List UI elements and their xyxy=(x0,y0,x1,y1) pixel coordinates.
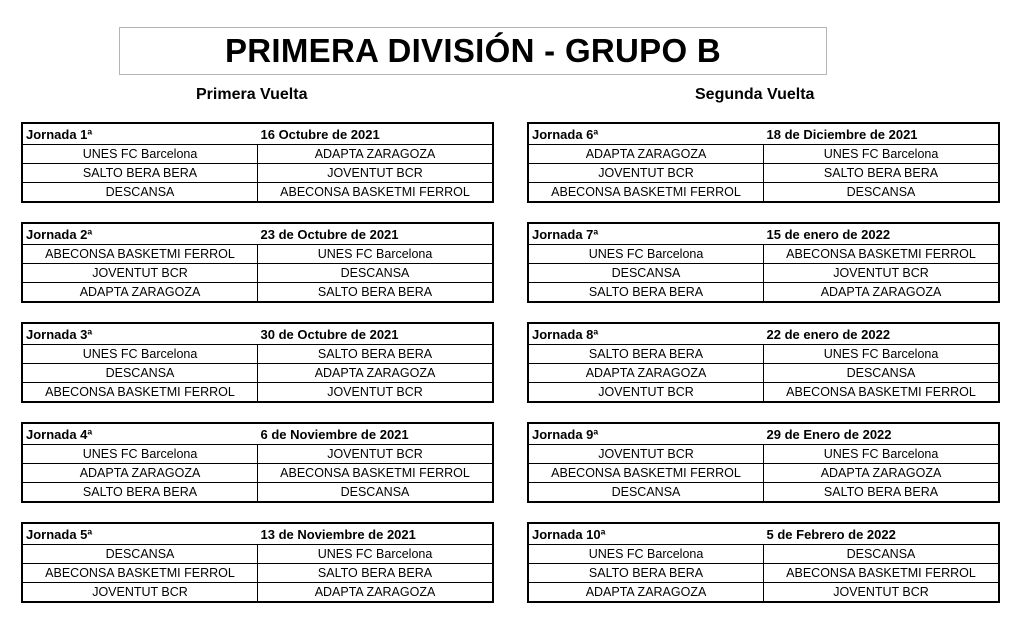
match-row xyxy=(529,444,998,463)
round-header xyxy=(529,424,998,444)
away-team: DESCANSA xyxy=(763,364,998,382)
round-header xyxy=(529,524,998,544)
away-team: SALTO BERA BERA xyxy=(763,483,998,501)
second-leg-column xyxy=(527,122,1000,622)
round-label: Jornada 6ª xyxy=(532,126,599,142)
home-team: SALTO BERA BERA xyxy=(82,485,198,499)
round-label: Jornada 5ª xyxy=(26,526,93,542)
home-team: JOVENTUT BCR xyxy=(92,266,188,280)
away-team: ADAPTA ZARAGOZA xyxy=(763,283,998,301)
round-date: 29 de Enero de 2022 xyxy=(766,426,892,442)
home-team: UNES FC Barcelona xyxy=(82,347,198,361)
match-row xyxy=(529,244,998,263)
round-table xyxy=(527,122,1000,203)
round-label: Jornada 7ª xyxy=(532,226,599,242)
match-row xyxy=(23,482,492,501)
match-row xyxy=(23,344,492,363)
away-team: ABECONSA BASKETMI FERROL xyxy=(257,464,492,482)
match-row xyxy=(529,363,998,382)
round-header xyxy=(529,324,998,344)
round-label: Jornada 3ª xyxy=(26,326,93,342)
home-team: ADAPTA ZARAGOZA xyxy=(585,147,707,161)
round-table xyxy=(527,222,1000,303)
away-team: DESCANSA xyxy=(763,545,998,563)
away-team: UNES FC Barcelona xyxy=(763,345,998,363)
round-label: Jornada 4ª xyxy=(26,426,93,442)
away-team: SALTO BERA BERA xyxy=(257,564,492,582)
away-team: JOVENTUT BCR xyxy=(257,445,492,463)
match-row xyxy=(23,382,492,401)
match-row xyxy=(529,463,998,482)
away-team: UNES FC Barcelona xyxy=(763,445,998,463)
home-team: DESCANSA xyxy=(105,185,175,199)
away-team: ADAPTA ZARAGOZA xyxy=(257,145,492,163)
round-label: Jornada 1ª xyxy=(26,126,93,142)
round-table xyxy=(527,422,1000,503)
first-leg-column xyxy=(21,122,494,622)
away-team: ADAPTA ZARAGOZA xyxy=(257,364,492,382)
match-row xyxy=(529,282,998,301)
round-label: Jornada 2ª xyxy=(26,226,93,242)
second-leg-heading: Segunda Vuelta xyxy=(695,86,815,103)
round-label: Jornada 9ª xyxy=(532,426,599,442)
home-team: UNES FC Barcelona xyxy=(588,547,704,561)
away-team: UNES FC Barcelona xyxy=(763,145,998,163)
match-row xyxy=(529,144,998,163)
page-title: PRIMERA DIVISIÓN - GRUPO B xyxy=(224,32,722,69)
away-team: JOVENTUT BCR xyxy=(257,383,492,401)
home-team: ADAPTA ZARAGOZA xyxy=(79,466,201,480)
away-team: UNES FC Barcelona xyxy=(257,545,492,563)
home-team: ADAPTA ZARAGOZA xyxy=(79,285,201,299)
round-table xyxy=(21,322,494,403)
away-team: JOVENTUT BCR xyxy=(257,164,492,182)
round-date: 30 de Octubre de 2021 xyxy=(260,326,399,342)
away-team: DESCANSA xyxy=(257,483,492,501)
home-team: ADAPTA ZARAGOZA xyxy=(585,366,707,380)
away-team: ABECONSA BASKETMI FERROL xyxy=(763,383,998,401)
home-team: UNES FC Barcelona xyxy=(588,247,704,261)
round-table xyxy=(21,422,494,503)
away-team: DESCANSA xyxy=(763,183,998,201)
home-team: DESCANSA xyxy=(105,547,175,561)
round-date: 23 de Octubre de 2021 xyxy=(260,226,399,242)
match-row xyxy=(529,582,998,601)
home-team: ABECONSA BASKETMI FERROL xyxy=(551,466,741,480)
match-row xyxy=(23,563,492,582)
home-team: ABECONSA BASKETMI FERROL xyxy=(45,385,235,399)
match-row xyxy=(23,144,492,163)
home-team: JOVENTUT BCR xyxy=(598,447,694,461)
home-team: DESCANSA xyxy=(105,366,175,380)
match-row xyxy=(23,282,492,301)
away-team: DESCANSA xyxy=(257,264,492,282)
away-team: JOVENTUT BCR xyxy=(763,583,998,601)
round-date: 15 de enero de 2022 xyxy=(766,226,891,242)
home-team: UNES FC Barcelona xyxy=(82,447,198,461)
away-team: ABECONSA BASKETMI FERROL xyxy=(763,245,998,263)
match-row xyxy=(23,544,492,563)
match-row xyxy=(529,163,998,182)
away-team: ADAPTA ZARAGOZA xyxy=(763,464,998,482)
round-date: 6 de Noviembre de 2021 xyxy=(260,426,409,442)
round-label: Jornada 8ª xyxy=(532,326,599,342)
home-team: SALTO BERA BERA xyxy=(588,347,704,361)
away-team: ADAPTA ZARAGOZA xyxy=(257,583,492,601)
round-date: 5 de Febrero de 2022 xyxy=(766,526,896,542)
home-team: ABECONSA BASKETMI FERROL xyxy=(45,566,235,580)
home-team: SALTO BERA BERA xyxy=(588,285,704,299)
round-table xyxy=(21,522,494,603)
round-table xyxy=(21,122,494,203)
home-team: JOVENTUT BCR xyxy=(598,385,694,399)
round-header xyxy=(23,424,492,444)
round-date: 22 de enero de 2022 xyxy=(766,326,891,342)
home-team: JOVENTUT BCR xyxy=(598,166,694,180)
match-row xyxy=(529,344,998,363)
first-leg-heading: Primera Vuelta xyxy=(196,86,308,103)
home-team: DESCANSA xyxy=(611,266,681,280)
match-row xyxy=(23,363,492,382)
home-team: ABECONSA BASKETMI FERROL xyxy=(551,185,741,199)
round-date: 16 Octubre de 2021 xyxy=(260,126,380,142)
home-team: SALTO BERA BERA xyxy=(82,166,198,180)
round-date: 18 de Diciembre de 2021 xyxy=(766,126,918,142)
match-row xyxy=(529,263,998,282)
round-table xyxy=(21,222,494,303)
match-row xyxy=(529,563,998,582)
away-team: SALTO BERA BERA xyxy=(257,345,492,363)
round-header xyxy=(23,224,492,244)
match-row xyxy=(529,544,998,563)
home-team: UNES FC Barcelona xyxy=(82,147,198,161)
round-date: 13 de Noviembre de 2021 xyxy=(260,526,416,542)
match-row xyxy=(23,463,492,482)
match-row xyxy=(23,244,492,263)
match-row xyxy=(529,182,998,201)
match-row xyxy=(23,182,492,201)
match-row xyxy=(23,582,492,601)
home-team: JOVENTUT BCR xyxy=(92,585,188,599)
match-row xyxy=(23,163,492,182)
match-row xyxy=(23,444,492,463)
away-team: ABECONSA BASKETMI FERROL xyxy=(763,564,998,582)
away-team: SALTO BERA BERA xyxy=(257,283,492,301)
match-row xyxy=(529,482,998,501)
match-row xyxy=(529,382,998,401)
home-team: ABECONSA BASKETMI FERROL xyxy=(45,247,235,261)
title-box xyxy=(119,27,827,75)
home-team: SALTO BERA BERA xyxy=(588,566,704,580)
round-table xyxy=(527,322,1000,403)
home-team: DESCANSA xyxy=(611,485,681,499)
round-header xyxy=(529,224,998,244)
round-label: Jornada 10ª xyxy=(532,526,606,542)
round-header xyxy=(529,124,998,144)
away-team: ABECONSA BASKETMI FERROL xyxy=(257,183,492,201)
match-row xyxy=(23,263,492,282)
round-header xyxy=(23,324,492,344)
away-team: UNES FC Barcelona xyxy=(257,245,492,263)
round-table xyxy=(527,522,1000,603)
round-header xyxy=(23,124,492,144)
home-team: ADAPTA ZARAGOZA xyxy=(585,585,707,599)
away-team: SALTO BERA BERA xyxy=(763,164,998,182)
away-team: JOVENTUT BCR xyxy=(763,264,998,282)
round-header xyxy=(23,524,492,544)
